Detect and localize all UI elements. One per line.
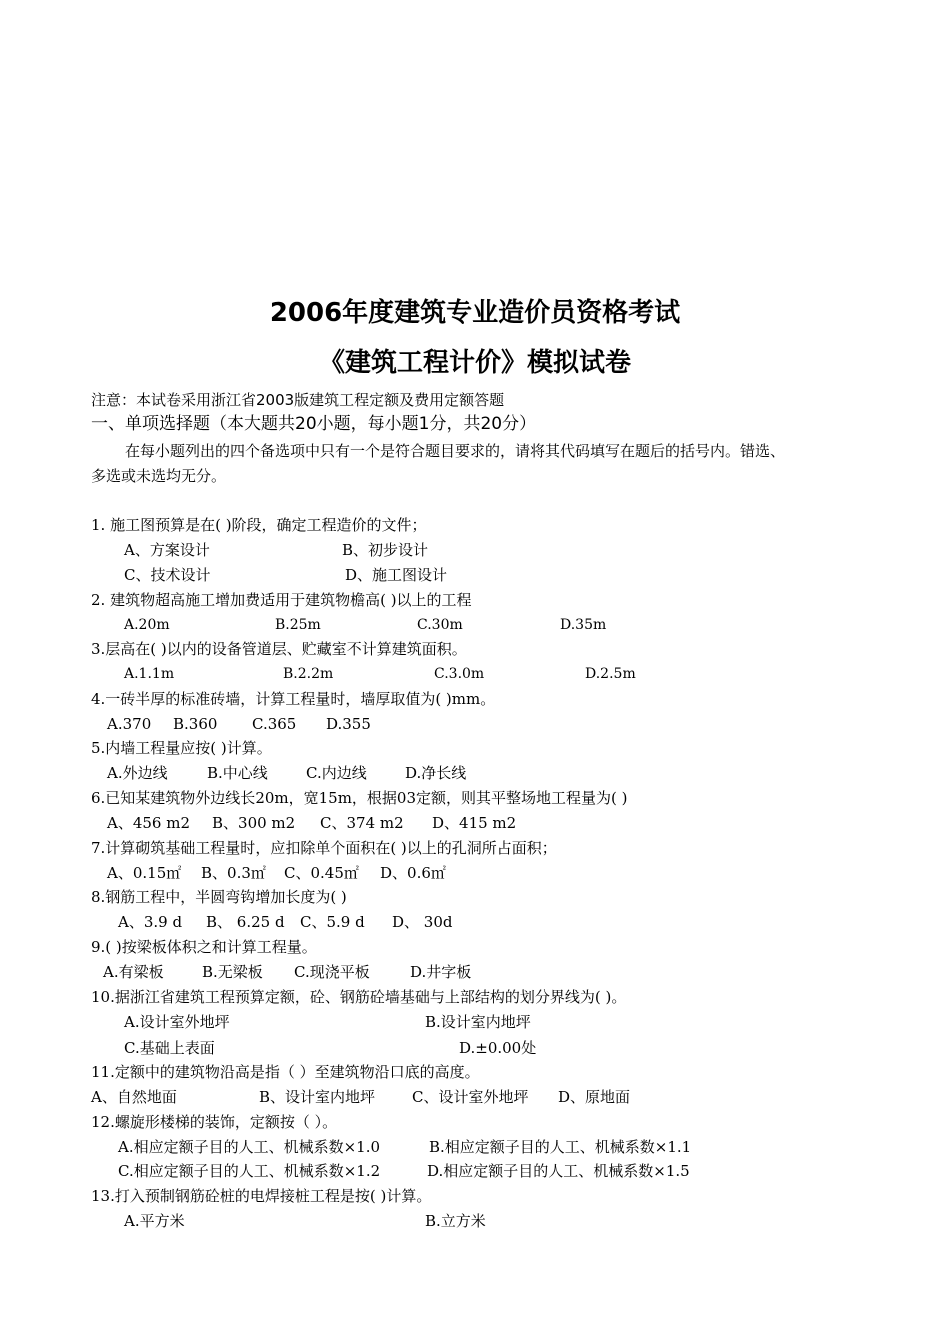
option-d: D、 30d	[392, 913, 453, 931]
option-a: A.有梁板	[103, 963, 164, 981]
option-a: A.平方米	[124, 1212, 185, 1230]
option-a: A、方案设计	[124, 541, 210, 559]
option-d: D.±0.00处	[459, 1039, 537, 1057]
option-b: B.2.2m	[283, 666, 334, 682]
option-d: D、原地面	[558, 1088, 631, 1106]
option-c: C.30m	[417, 617, 463, 633]
option-c: C、设计室外地坪	[412, 1088, 529, 1106]
option-a: A.1.1m	[124, 666, 175, 682]
option-d: D.井字板	[410, 963, 472, 981]
option-c: C.3.0m	[434, 666, 485, 682]
option-a: A.外边线	[107, 764, 168, 782]
question-stem: 8.钢筋工程中，半圆弯钩增加长度为( )	[91, 888, 347, 906]
question-stem: 13.打入预制钢筋砼桩的电焊接桩工程是按( )计算。	[91, 1187, 432, 1205]
question-stem: 4.一砖半厚的标准砖墙，计算工程量时，墙厚取值为( )mm。	[91, 690, 496, 708]
option-d: D、施工图设计	[345, 566, 448, 584]
section-instruction-cont: 多选或未选均无分。	[91, 467, 227, 485]
option-a: A、0.15㎡	[107, 864, 182, 882]
exam-title: 2006年度建筑专业造价员资格考试	[269, 298, 681, 328]
option-c: C.基础上表面	[124, 1039, 215, 1057]
option-d: D.净长线	[405, 764, 467, 782]
option-c: C.相应定额子目的人工、机械系数×1.2	[118, 1162, 381, 1180]
question-stem: 5.内墙工程量应按( )计算。	[91, 739, 272, 757]
section-instruction: 在每小题列出的四个备选项中只有一个是符合题目要求的，请将其代码填写在题后的括号内。错选、	[125, 442, 786, 460]
option-c: C、374 m2	[320, 814, 404, 832]
question-stem: 2. 建筑物超高施工增加费适用于建筑物檐高( )以上的工程	[91, 591, 472, 609]
option-b: B.360	[173, 715, 218, 733]
option-c: C、技术设计	[124, 566, 211, 584]
option-d: D.相应定额子目的人工、机械系数×1.5	[427, 1162, 690, 1180]
question-stem: 12.螺旋形楼梯的装饰，定额按（ ）。	[91, 1113, 338, 1131]
question-stem: 7.计算砌筑基础工程量时，应扣除单个面积在( )以上的孔洞所占面积；	[91, 839, 557, 857]
option-a: A.20m	[124, 617, 170, 633]
option-b: B.25m	[275, 617, 321, 633]
option-d: D、0.6㎡	[380, 864, 446, 882]
option-b: B、0.3㎡	[201, 864, 266, 882]
option-c: C.365	[252, 715, 297, 733]
option-b: B、 6.25 d	[206, 913, 285, 931]
option-b: B.相应定额子目的人工、机械系数×1.1	[429, 1138, 692, 1156]
option-d: D.2.5m	[585, 666, 636, 682]
option-a: A、自然地面	[91, 1088, 177, 1106]
option-b: B.立方米	[425, 1212, 486, 1230]
option-b: B.无梁板	[202, 963, 263, 981]
question-stem: 11.定额中的建筑物沿高是指（ ）至建筑物沿口底的高度。	[91, 1063, 480, 1081]
section-heading: 一、单项选择题（本大题共20小题，每小题1分，共20分）	[91, 414, 537, 434]
notice-text: 注意：本试卷采用浙江省2003版建筑工程定额及费用定额答题	[91, 391, 505, 409]
option-b: B、初步设计	[342, 541, 429, 559]
option-b: B.中心线	[207, 764, 268, 782]
option-a: A.370	[107, 715, 152, 733]
question-stem: 1. 施工图预算是在( )阶段，确定工程造价的文件；	[91, 516, 427, 534]
option-d: D、415 m2	[432, 814, 517, 832]
question-stem: 6.已知某建筑物外边线长20m，宽15m，根据03定额，则其平整场地工程量为( )	[91, 789, 628, 807]
option-c: C、0.45㎡	[284, 864, 359, 882]
option-d: D.35m	[560, 617, 607, 633]
option-c: C.内边线	[306, 764, 367, 782]
question-stem: 3.层高在( )以内的设备管道层、贮藏室不计算建筑面积。	[91, 640, 467, 658]
option-a: A.设计室外地坪	[124, 1013, 230, 1031]
question-stem: 10.据浙江省建筑工程预算定额，砼、钢筋砼墙基础与上部结构的划分界线为( )。	[91, 988, 627, 1006]
option-a: A、456 m2	[107, 814, 190, 832]
option-a: A.相应定额子目的人工、机械系数×1.0	[118, 1138, 381, 1156]
option-c: C.现浇平板	[294, 963, 370, 981]
paper-title: 《建筑工程计价》模拟试卷	[318, 348, 631, 378]
option-b: B.设计室内地坪	[425, 1013, 531, 1031]
option-a: A、3.9 d	[118, 913, 183, 931]
option-c: C、5.9 d	[300, 913, 365, 931]
option-b: B、设计室内地坪	[259, 1088, 376, 1106]
option-d: D.355	[326, 715, 371, 733]
question-stem: 9.( )按梁板体积之和计算工程量。	[91, 938, 317, 956]
option-b: B、300 m2	[212, 814, 296, 832]
